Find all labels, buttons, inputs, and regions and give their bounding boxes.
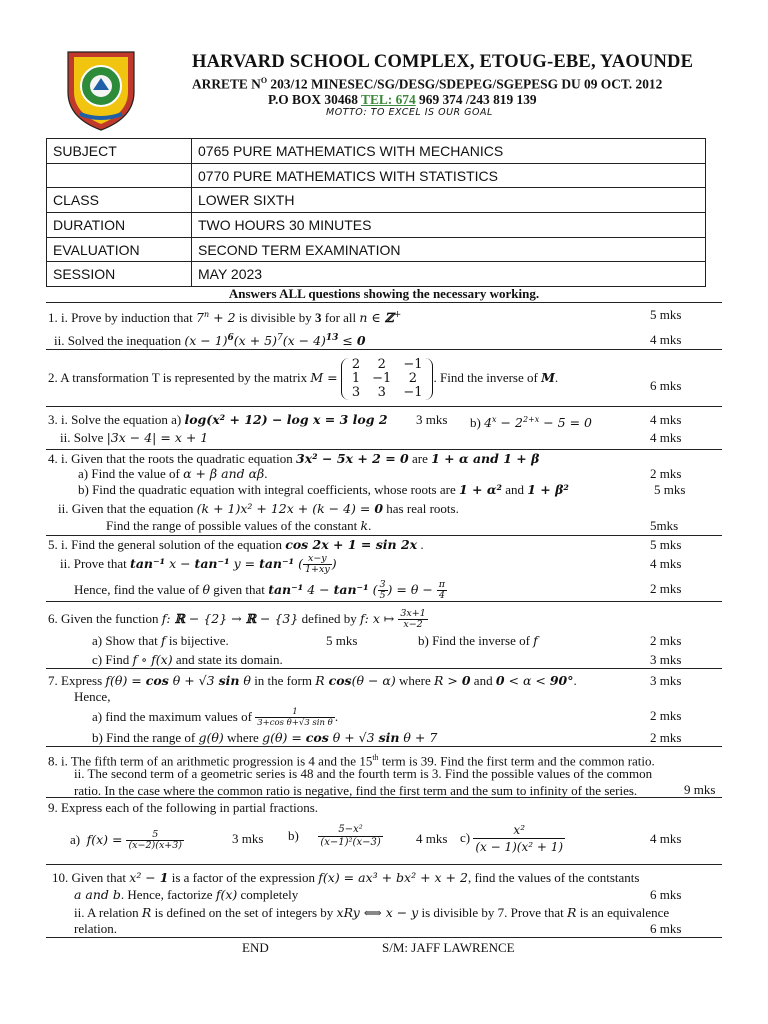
question-6-a: a) Show that f is bijective.: [92, 633, 229, 648]
question-4-i-b: b) Find the quadratic equation with integral coefficients, whose roots are 1 + α² and 1 + β²: [78, 482, 569, 497]
table-row: DURATION TWO HOURS 30 MINUTES: [47, 213, 706, 238]
marks: 2 mks: [650, 466, 682, 481]
arrete-line: ARRETE $N^O$ 203/12 MINESEC/SG/DESG/SDEPEG/SGEPESG DU 09 OCT. 2012: [192, 76, 663, 92]
table-row: CLASS LOWER SIXTH: [47, 188, 706, 213]
marks: 6 mks: [650, 921, 682, 936]
marks: 6 mks: [650, 378, 682, 393]
marks: 4 mks: [650, 556, 682, 571]
divider: [46, 668, 722, 669]
marks: 3 mks: [232, 831, 264, 846]
marks: 2 mks: [650, 633, 682, 648]
marks: 6 mks: [650, 887, 682, 902]
marks: 9 mks: [684, 782, 716, 797]
marks: 5 mks: [650, 307, 682, 322]
question-9-a: a) f(x) = $\frac{5}{(x-2)(x+3)}$: [70, 829, 183, 851]
marks: 3 mks: [416, 412, 448, 427]
marks: 5 mks: [326, 633, 358, 648]
signature: S/M: JAFF LAWRENCE: [382, 940, 515, 955]
question-9-c: c) $\frac{\text{x²}}{\text{(x − 1)(x² + 1)}}$: [460, 823, 564, 854]
school-name: HARVARD SCHOOL COMPLEX, ETOUG-EBE, YAOUNDE: [192, 52, 694, 72]
marks: 4 mks: [416, 831, 448, 846]
table-row: SUBJECT 0765 PURE MATHEMATICS WITH MECHANICS: [47, 139, 706, 164]
question-10-ii: ii. A relation R is defined on the set of integers by xRy ⟺ x − y is divisible by 7. Prove that R is an equivalence: [74, 905, 670, 920]
question-5-i: 5. i. Find the general solution of the equation cos 2x + 1 = sin 2x .: [48, 537, 424, 552]
divider: [46, 535, 722, 536]
marks: 3 mks: [650, 673, 682, 688]
end-label: END: [242, 940, 269, 955]
question-7: 7. Express f(θ) = cos θ + √3 sin θ in the form R cos(θ − α) where R > 0 and 0 < α < 90°.: [48, 673, 577, 688]
question-10-ii-line2: relation.: [74, 921, 117, 936]
divider: [46, 449, 722, 450]
marks: 4 mks: [650, 430, 682, 445]
marks: 2 mks: [650, 581, 682, 596]
phone-link[interactable]: TEL: 674: [361, 92, 416, 107]
marks: 4 mks: [650, 412, 682, 427]
question-6: 6. Given the function f: ℝ − {2} → ℝ − {3} defined by f: x ↦ $\frac{3x+1}{x-2}$: [48, 608, 426, 630]
question-10-i-line2: a and b. Hence, factorize f(x) completely: [74, 887, 299, 902]
question-5-hence: Hence, find the value of θ given that tan⁻¹ 4 − tan⁻¹ ( $\frac{3}{5}$ ) = θ − $\frac{\pi}{4}$: [74, 579, 446, 601]
divider: [46, 937, 722, 938]
contact-line: P.O BOX 30468 TEL: 674 969 374 /243 819 139: [268, 92, 537, 107]
question-1-i: 1. i. Prove by induction that $7^n + 2$ is divisible by 3 for all n ∈ ℤ+: [48, 310, 402, 326]
marks: 2 mks: [650, 730, 682, 745]
question-9: 9. Express each of the following in partial fractions.: [48, 800, 319, 815]
exam-info-table: [46, 138, 706, 287]
question-7-b: b) Find the range of g(θ) where g(θ) = cos θ + √3 sin θ + 7: [92, 730, 438, 745]
marks: 3 mks: [650, 652, 682, 667]
marks: 2 mks: [650, 708, 682, 723]
table-row: 0770 PURE MATHEMATICS WITH STATISTICS: [47, 163, 706, 188]
marks: 5 mks: [654, 482, 686, 497]
question-8-ii: ii. The second term of a geometric series is 48 and the fourth term is 3. Find the possible values of the common ratio. In the case where the common ratio is negative, find the first term and the sum to infinity of the series.: [74, 766, 653, 798]
divider: [46, 864, 722, 865]
question-4-i-a: a) Find the value of α + β and αβ.: [78, 466, 268, 481]
question-6-b: b) Find the inverse of f: [418, 633, 538, 648]
table-row: SESSION MAY 2023: [47, 262, 706, 287]
question-5-ii: ii. Prove that tan⁻¹ x − tan⁻¹ y = tan⁻¹ ( $\frac{x-y}{1+xy}$ ): [60, 553, 337, 575]
marks: 4 mks: [650, 831, 682, 846]
question-7-hence: Hence,: [74, 689, 111, 704]
instructions: Answers ALL questions showing the necessary working.: [228, 286, 540, 301]
school-motto: MOTTO: TO EXCEL IS OUR GOAL: [326, 107, 493, 118]
question-7-a: a) find the maximum values of $\frac{1}{\text{3+cos θ+√3 sin θ}}$ .: [92, 707, 339, 728]
question-6-c: c) Find f ∘ f(x) and state its domain.: [92, 652, 283, 667]
question-4-ii: ii. Given that the equation (k + 1)x² + 12x + (k − 4) = 0 has real roots.: [58, 501, 459, 516]
question-3-i-b: b) $4^x - 2^{2+x} - 5 = 0$: [470, 415, 592, 431]
school-logo: [60, 48, 142, 132]
question-3-ii: ii. Solve |3x − 4| = x + 1: [60, 430, 209, 445]
question-4-ii-range: Find the range of possible values of the constant k.: [106, 518, 372, 533]
marks: 4 mks: [650, 332, 682, 347]
question-9-b: b) $\frac{\text{5−x²}}{\text{(x−1)²(x−3)}}$: [288, 824, 381, 848]
divider: [46, 746, 722, 747]
divider: [46, 406, 722, 407]
matrix-m: 2 2 −1 1 −1 2 3 3 −1: [341, 358, 434, 400]
divider: [46, 302, 722, 303]
divider: [46, 349, 722, 350]
divider: [46, 601, 722, 602]
question-2: 2. A transformation T is represented by the matrix M = 2 2 −1 1 −1 2 3 3 −1 . Find the inverse of M.: [48, 357, 559, 401]
question-8: 8. i. The fifth term of an arithmetic progression is 4 and the 15th term is 39. Find the first term and the common ratio.: [48, 753, 655, 769]
question-10-i: 10. Given that x² − 1 is a factor of the expression f(x) = ax³ + bx² + x + 2, find the values of the contstants: [52, 870, 640, 885]
question-3-i: 3. i. Solve the equation a) log(x² + 12) − log x = 3 log 2: [48, 412, 388, 427]
question-1-ii: ii. Solved the inequation $(x - 1)^6(x + 5)^7(x - 4)^{13} \le 0$: [54, 333, 366, 349]
marks: 5 mks: [650, 537, 682, 552]
table-row: EVALUATION SECOND TERM EXAMINATION: [47, 237, 706, 262]
marks: 5mks: [650, 518, 679, 533]
question-4-i: 4. i. Given that the roots the quadratic equation 3x² − 5x + 2 = 0 are 1 + α and 1 + β: [48, 451, 540, 466]
